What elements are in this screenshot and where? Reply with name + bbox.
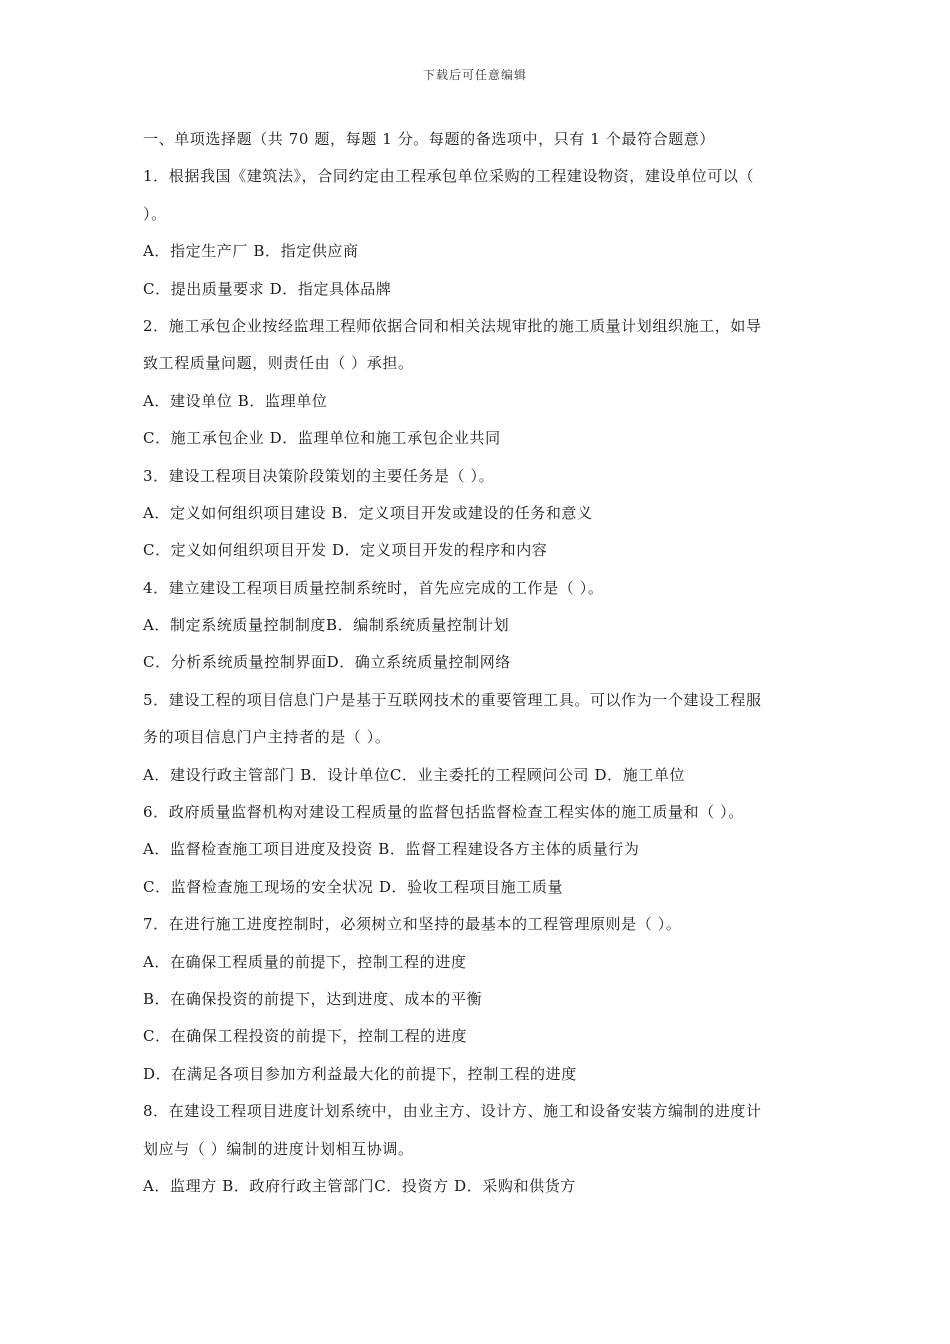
- question-text: 5．建设工程的项目信息门户是基于互联网技术的重要管理工具。可以作为一个建设工程服: [143, 690, 762, 709]
- question-text: 8．在建设工程项目进度计划系统中，由业主方、设计方、施工和设备安装方编制的进度计: [143, 1102, 762, 1121]
- question-text: 7．在进行施工进度控制时，必须树立和坚持的最基本的工程管理原则是（ ）。: [143, 915, 682, 934]
- answer-options: C．定义如何组织项目开发 D．定义项目开发的程序和内容: [143, 541, 548, 560]
- answer-options: A．建设行政主管部门 B．设计单位C．业主委托的工程顾问公司 D．施工单位: [143, 765, 686, 784]
- answer-options: C．监督检查施工现场的安全状况 D．验收工程项目施工质量: [143, 877, 564, 896]
- answer-options: C．提出质量要求 D．指定具体品牌: [143, 279, 392, 298]
- question-text: 划应与（ ）编制的进度计划相互协调。: [143, 1139, 414, 1158]
- answer-options: A．定义如何组织项目建设 B．定义项目开发或建设的任务和意义: [143, 503, 593, 522]
- page-header: 下载后可任意编辑: [422, 68, 527, 82]
- answer-options: C．分析系统质量控制界面D．确立系统质量控制网络: [143, 653, 511, 672]
- answer-options: A．监理方 B．政府行政主管部门C．投资方 D．采购和供货方: [143, 1176, 576, 1195]
- answer-options: A．监督检查施工项目进度及投资 B．监督工程建设各方主体的质量行为: [143, 840, 640, 859]
- answer-option: D．在满足各项目参加方利益最大化的前提下，控制工程的进度: [143, 1064, 577, 1083]
- question-text: 2．施工承包企业按经监理工程师依据合同和相关法规审批的施工质量计划组织施工，如导: [143, 316, 762, 335]
- question-text: 6．政府质量监督机构对建设工程质量的监督包括监督检查工程实体的施工质量和（ ）。: [143, 803, 744, 822]
- section-heading: 一、单项选择题（共 70 题，每题 1 分。每题的备选项中，只有 1 个最符合题意）: [143, 130, 715, 148]
- question-text: 务的项目信息门户主持者的是（ ）。: [143, 728, 391, 747]
- answer-options: C．施工承包企业 D．监理单位和施工承包企业共同: [143, 429, 501, 448]
- question-text: ）。: [143, 204, 167, 223]
- answer-options: A．制定系统质量控制制度B．编制系统质量控制计划: [143, 616, 510, 635]
- answer-option: C．在确保工程投资的前提下，控制工程的进度: [143, 1027, 468, 1046]
- answer-options: A．建设单位 B．监理单位: [143, 391, 328, 410]
- question-text: 4．建立建设工程项目质量控制系统时，首先应完成的工作是（ ）。: [143, 578, 604, 597]
- answer-options: A．指定生产厂 B．指定供应商: [143, 242, 359, 261]
- answer-option: B．在确保投资的前提下，达到进度、成本的平衡: [143, 989, 483, 1008]
- question-text: 3．建设工程项目决策阶段策划的主要任务是（ ）。: [143, 466, 495, 485]
- question-text: 1．根据我国《建筑法》，合同约定由工程承包单位采购的工程建设物资，建设单位可以（: [143, 167, 755, 186]
- answer-option: A．在确保工程质量的前提下，控制工程的进度: [143, 952, 467, 971]
- document-body: [143, 121, 823, 1205]
- question-text: 致工程质量问题，则责任由（ ）承担。: [143, 354, 414, 373]
